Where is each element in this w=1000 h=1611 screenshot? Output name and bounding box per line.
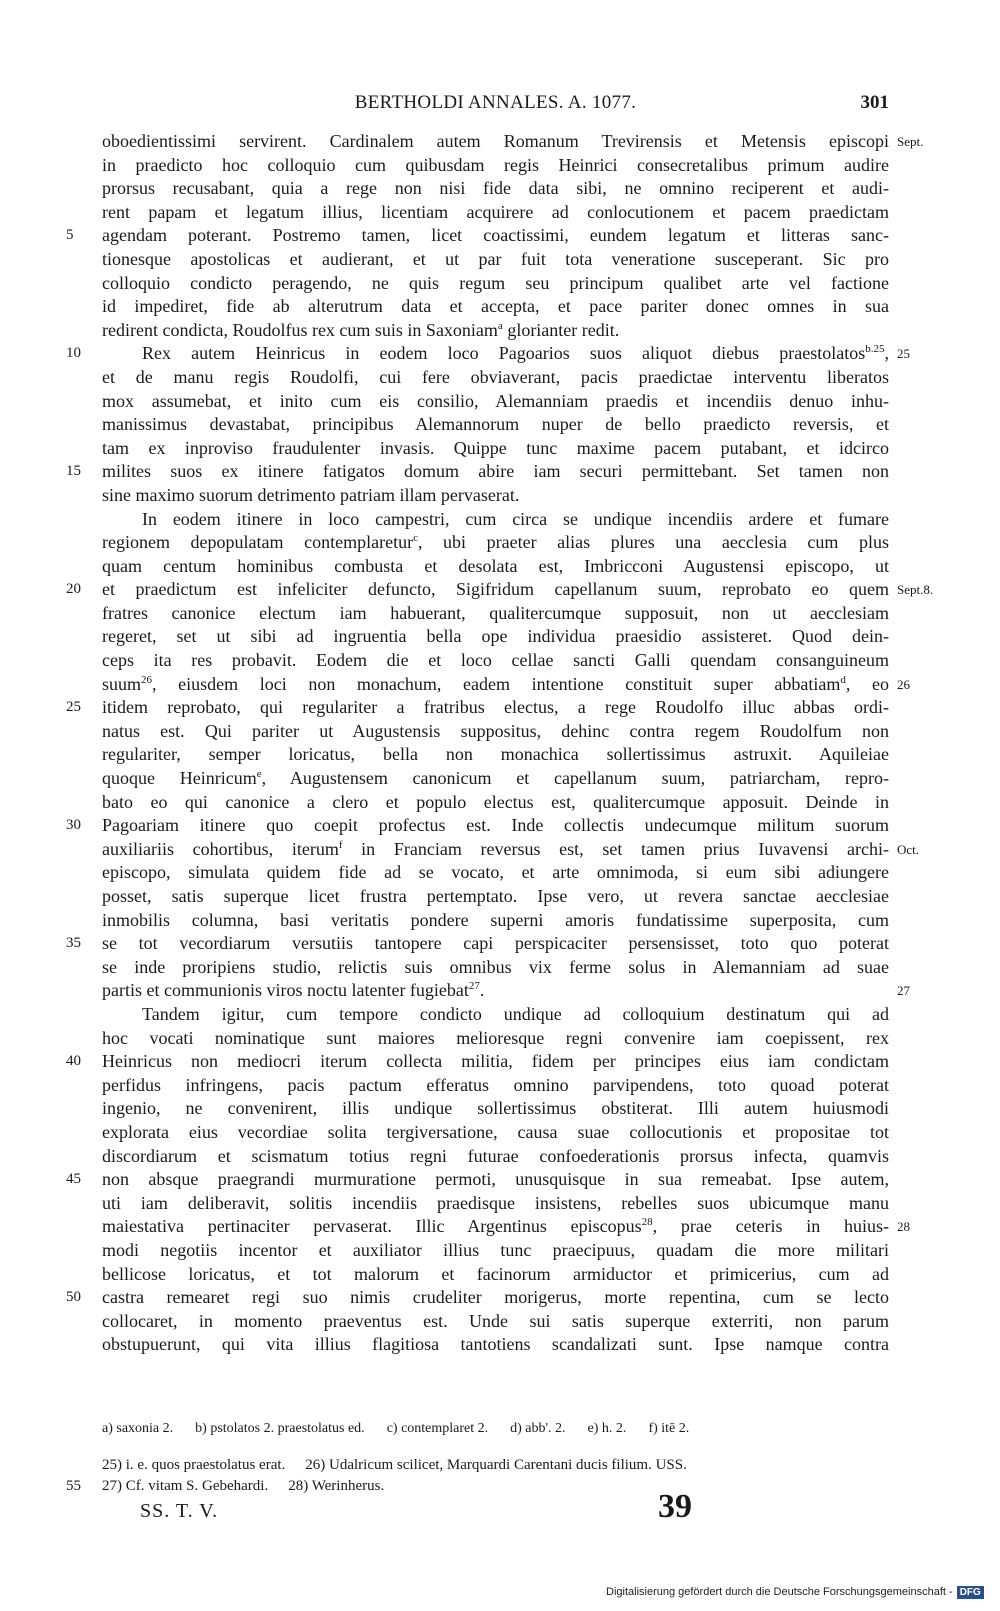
apparatus-note: c) contemplaret 2.	[386, 1421, 489, 1436]
note-marker: c	[413, 532, 418, 545]
margin-note: Sept.	[897, 134, 924, 149]
footnote-line	[102, 1455, 889, 1476]
text-line	[66, 224, 889, 248]
line-text: et praedictum est infeliciter defuncto, Sigifridum capellanum suum, reprobato eo quem	[102, 579, 889, 600]
text-line	[102, 508, 889, 532]
apparatus-note: a) saxonia 2.	[102, 1421, 174, 1436]
margin-note: Oct.	[897, 841, 920, 857]
line-text-tail: glorianter redit.	[502, 319, 620, 340]
footnote: 25) i. e. quos praestolatus erat.	[102, 1457, 286, 1473]
line-text: redirent condicta, Roudolfus rex cum suis in Saxoniam	[102, 319, 498, 340]
text-line	[102, 909, 889, 933]
text-line	[102, 791, 889, 815]
sheet-signature: SS. T. V.	[140, 1500, 219, 1522]
line-text: modi negotiis incentor et auxiliator illius tunc praecipuus, quadam die more militari	[102, 1239, 889, 1260]
text-line	[102, 743, 889, 767]
apparatus-note: b) pstolatos 2. praestolatus ed.	[195, 1421, 365, 1436]
commentary-footnotes	[66, 1455, 889, 1497]
note-marker: b.25	[865, 343, 885, 356]
line-number: 55	[66, 1478, 81, 1494]
text-line	[102, 720, 889, 744]
running-head: BERTHOLDI ANNALES. A. 1077.	[354, 92, 637, 113]
text-line	[102, 248, 889, 272]
line-text: maiestativa pertinaciter pervaserat. Illic Argentinus episcopus	[102, 1216, 642, 1237]
line-text-tail: , ubi praeter alias plures una aecclesia cum plus	[417, 532, 889, 553]
line-text: et de manu regis Roudolfi, cui fere obviaverant, pacis praedictae interventu liberatos	[102, 366, 889, 387]
text-line	[66, 814, 889, 838]
line-text: explorata eius vecordiae solita tergiversatione, causa suae collocutionis et propositae tot	[102, 1121, 889, 1142]
line-text: rent papam et legatum illius, licentiam acquirere ad conlocutionem et pacem praedictam	[102, 201, 889, 222]
line-text: regulariter, semper loricatus, bella non monachica sollertissimus astruxit. Aquileiae	[102, 744, 889, 765]
line-text: agendam poterant. Postremo tamen, licet coactissimi, eundem legatum et litteras sanc-	[102, 225, 889, 246]
line-text-tail: , prae ceteris in huius-	[652, 1216, 890, 1237]
text-line	[102, 1263, 889, 1287]
line-text: Tandem igitur, cum tempore condicto undique ad colloquium destinatum qui ad	[142, 1003, 889, 1024]
text-line	[102, 1239, 889, 1263]
line-text: perfidus infringens, pacis pactum efferatus omnino parvipendens, toto quoad poterat	[102, 1074, 889, 1095]
text-line	[66, 1050, 889, 1074]
line-text: collocaret, in momento praeventus est. Unde sui satis superque exterriti, non parum	[102, 1310, 889, 1331]
line-text: non absque praegrandi murmuratione permoti, unusquisque in sua remeabat. Ipse autem,	[102, 1169, 889, 1190]
line-text: in praedicto hoc colloquio cum quibusdam regis Heinrici consecretalibus primum audire	[102, 154, 889, 175]
line-number: 45	[66, 1171, 81, 1188]
line-text: obstupuerunt, qui vita illius flagitiosa tantotiens scandalizati sunt. Ipse namque contra	[102, 1334, 889, 1355]
margin-note: Sept.8.	[897, 582, 934, 598]
text-line	[102, 272, 889, 296]
line-text: sine maximo suorum detrimento patriam illam pervaserat.	[102, 484, 520, 505]
line-text: discordiarum et scismatum totius regni futurae confoederationis prorsus infecta, quamvis	[102, 1145, 889, 1166]
line-text: suum	[102, 673, 142, 694]
margin-note: 27	[897, 983, 910, 999]
text-line	[102, 390, 889, 414]
footnote: 26) Udalricum scilicet, Marquardi Carentani ducis filium. USS.	[305, 1457, 687, 1473]
text-line	[102, 437, 889, 461]
text-line	[102, 531, 889, 555]
text-line	[102, 885, 889, 909]
margin-note: 28	[897, 1219, 910, 1235]
text-line	[102, 602, 889, 626]
line-number: 35	[66, 935, 81, 952]
line-text: inmobilis columna, basi veritatis pondere superni amoris fundatissime superposita, cum	[102, 909, 889, 930]
note-marker: 26	[141, 673, 153, 686]
line-text: itidem reprobato, qui regulariter a fratribus electus, a rege Roudolfo illuc abbas ordi-	[102, 697, 889, 718]
text-line	[102, 1121, 889, 1145]
line-text: natus est. Qui pariter ut Augustensis suppositus, dehinc contra regem Roudolfum non	[102, 720, 889, 741]
line-text: manissimus devastabat, principibus Alemannorum nuper de bello praedicto reversis, et	[102, 414, 889, 435]
note-marker: f	[338, 838, 343, 851]
text-line	[66, 1286, 889, 1310]
text-line	[102, 649, 889, 673]
text-line	[102, 979, 910, 1003]
line-text: posset, satis superque licet frustra pertemptato. Ipse vero, ut revera sanctae aecclesiae	[102, 886, 889, 906]
line-text: Heinricus non mediocri iterum collecta militia, fidem per principes eius iam condictam	[102, 1051, 889, 1072]
line-text: partis et communionis viros noctu latenter fugiebat	[102, 980, 469, 1001]
text-line	[102, 130, 924, 154]
line-number: 25	[66, 699, 81, 716]
line-number: 15	[66, 463, 81, 480]
text-line	[102, 177, 889, 201]
text-line	[102, 1192, 889, 1216]
credit-text: Digitalisierung gefördert durch die Deutsche Forschungsgemeinschaft -	[606, 1586, 953, 1598]
text-line	[102, 838, 920, 862]
line-text: quoque Heinricum	[102, 768, 257, 789]
line-text: colloquio condicto peragendo, ne quis regum seu principum qualibet arte vel factione	[102, 272, 889, 293]
line-text: se tot vecordiarum versutiis tantopere capi perspicaciter persensisset, toto quo poterat	[102, 933, 889, 954]
margin-note: 25	[897, 346, 910, 362]
text-line	[66, 932, 889, 956]
text-line	[102, 484, 889, 508]
text-line	[66, 696, 889, 720]
text-line	[102, 767, 889, 791]
text-line	[102, 956, 889, 980]
line-text: ceps ita res probavit. Eodem die et loco cellae sancti Galli quendam consanguineum	[102, 650, 889, 671]
line-text: prorsus recusabant, quia a rege non nisi fide data sibi, ne omnino reciperent et audi-	[102, 178, 889, 199]
line-text-tail: in Franciam reversus est, set tamen prius Iuvavensi archi-	[342, 838, 889, 859]
text-line	[66, 342, 910, 366]
apparatus-note: d) abb'. 2.	[510, 1421, 566, 1436]
line-text-tail: , eo	[845, 673, 889, 694]
text-line	[66, 1168, 889, 1192]
line-text: uti iam deliberavit, solitis incendiis praedisque insistens, rebelles suos ubicumque manu	[102, 1192, 889, 1213]
note-marker: 28	[641, 1216, 653, 1229]
dfg-logo: DFG	[957, 1586, 984, 1599]
line-text: quam centum hominibus combusta et desolata est, Imbricconi Augustensi episcopo, ut	[102, 555, 889, 576]
textual-apparatus	[102, 1418, 889, 1440]
line-text: castra remearet regi suo nimis crudeliter morigerus, morte repentina, cum se lecto	[102, 1287, 889, 1308]
line-number: 40	[66, 1053, 81, 1070]
apparatus-note: e) h. 2.	[587, 1421, 627, 1436]
text-line	[102, 413, 889, 437]
line-text-tail: , Augustensem canonicum et capellanum suum, patriarcham, repro-	[261, 768, 890, 789]
footnote: 27) Cf. vitam S. Gebehardi.	[102, 1478, 269, 1494]
text-line	[66, 578, 934, 602]
line-text: fratres canonice electum iam habuerant, qualitercumque supposuit, non ut aecclesiam	[102, 602, 889, 623]
text-line	[102, 366, 889, 390]
text-line	[102, 1310, 889, 1334]
line-text: episcopo, simulata quidem fide ad se vocato, et arte omnimoda, si eum sibi adiungere	[102, 862, 889, 883]
note-marker: e	[256, 768, 262, 781]
text-line	[102, 555, 889, 579]
margin-note: 26	[897, 676, 910, 692]
footnote-line	[66, 1476, 889, 1497]
line-text: ingenio, ne convenirent, illis undique sollertissimus obstiterat. Illi autem huiusmodi	[102, 1098, 889, 1119]
text-line	[102, 1074, 889, 1098]
text-line	[102, 1027, 889, 1051]
line-text: tionesque apostolicas et audierant, et ut par fuit tota veneratione susceperant. Sic pro	[102, 248, 889, 269]
line-text: bato eo qui canonice a clero et populo electus est, qualitercumque apposuit. Deinde in	[102, 791, 889, 812]
line-text: id impediret, fide ab alterutrum data et accepta, et pace pariter donec omnes in sua	[102, 296, 889, 317]
line-text: milites suos ex itinere fatigatos domum abire iam securi permittebant. Set tamen non	[102, 461, 889, 482]
line-text: regeret, set ut sibi ad ingruentia bella ope individua praesidio assisteret. Quod dein-	[102, 626, 889, 647]
line-number: 20	[66, 581, 81, 598]
note-marker: d	[840, 673, 846, 686]
text-line	[102, 1145, 889, 1169]
line-text: oboedientissimi servirent. Cardinalem autem Romanum Trevirensis et Metensis episcopi	[102, 131, 889, 151]
note-marker: a	[497, 319, 503, 332]
page-number: 301	[860, 92, 889, 113]
line-text: In eodem itinere in loco campestri, cum circa se undique incendiis ardere et fumare	[142, 508, 889, 529]
line-text: Rex autem Heinricus in eodem loco Pagoarios suos aliquot diebus praestolatos	[142, 343, 866, 364]
line-text: regionem depopulatam contemplaretur	[102, 532, 414, 553]
line-text-tail: ,	[884, 343, 889, 364]
text-line	[66, 460, 889, 484]
line-number: 50	[66, 1289, 81, 1306]
footnote: 28) Werinherus.	[288, 1478, 385, 1494]
main-text	[66, 130, 934, 1357]
line-text-tail: .	[479, 980, 485, 1001]
text-line	[102, 1215, 910, 1239]
digitization-credit	[606, 1586, 984, 1599]
text-line	[102, 201, 889, 225]
text-line	[102, 1097, 889, 1121]
line-number: 30	[66, 817, 81, 834]
sheet-number: 39	[658, 1488, 692, 1525]
line-text: auxiliariis cohortibus, iterum	[102, 838, 339, 859]
page-header	[102, 92, 889, 120]
text-line	[102, 1333, 889, 1357]
note-marker: 27	[468, 980, 480, 993]
line-text: bellicose loricatus, et tot malorum et facinorum armiductor et primicerius, cum ad	[102, 1263, 889, 1284]
text-line	[102, 319, 889, 343]
line-number: 5	[66, 227, 74, 244]
text-line	[102, 295, 889, 319]
line-text: mox assumebat, et inito cum eis consilio, Alemanniam praedis et incendiis denuo inhu-	[102, 390, 889, 411]
text-line	[102, 625, 889, 649]
line-text: tam ex inproviso fraudulenter invasis. Quippe tunc maxime pacem putabant, et idcirco	[102, 437, 889, 458]
line-text: se inde proripiens studio, relictis suis omnibus vix ferme solus in Alemanniam ad suae	[102, 956, 889, 977]
line-text: Pagoariam itinere quo coepit profectus est. Inde collectis undecumque militum suorum	[102, 815, 889, 836]
text-line	[102, 673, 910, 697]
text-line	[102, 861, 889, 885]
line-number: 10	[66, 345, 81, 362]
line-text-tail: , eiusdem loci non monachum, eadem intentione constituit super abbatiam	[152, 673, 841, 694]
text-line	[102, 1003, 889, 1027]
line-text: hoc vocati nominatique sunt maiores melioresque regni convenire iam coepissent, rex	[102, 1027, 889, 1048]
text-line	[102, 154, 889, 178]
apparatus-note: f) itē 2.	[648, 1421, 690, 1436]
